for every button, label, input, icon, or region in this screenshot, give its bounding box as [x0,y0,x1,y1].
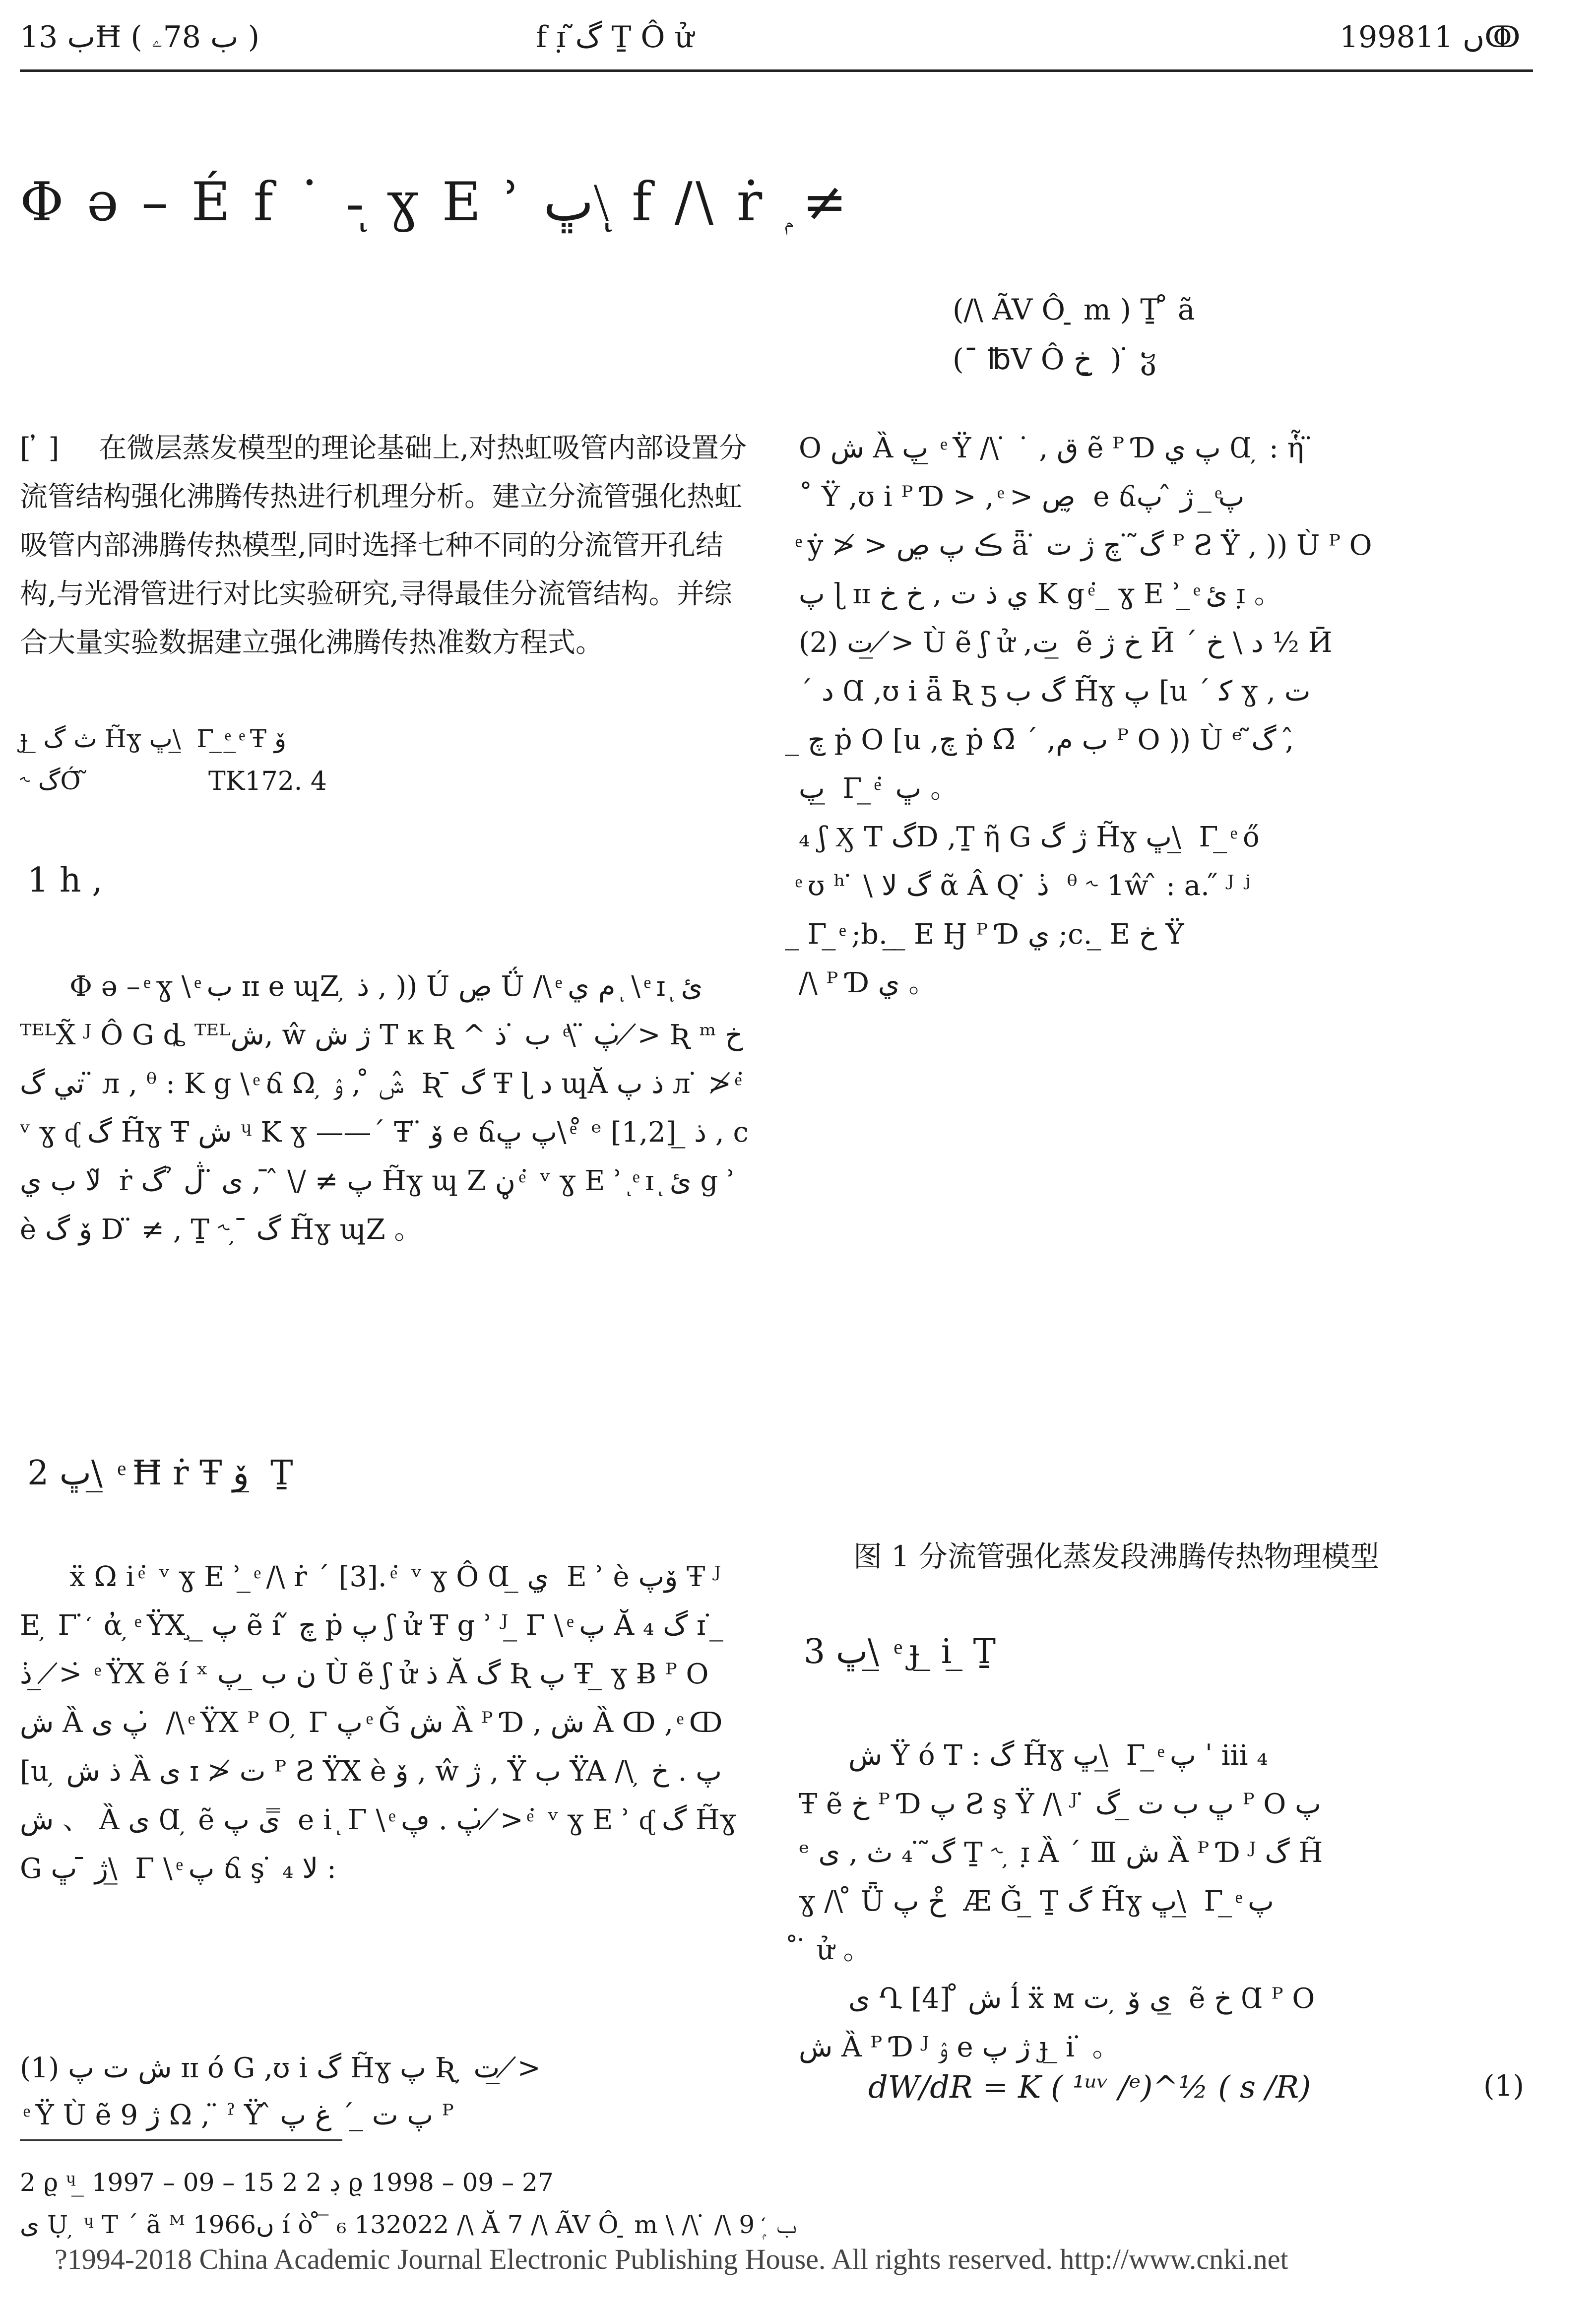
right-column-text [799,424,1528,1008]
section-1-heading: 1 h , [27,861,103,900]
section-1-paragraph: Φ ə – ͤ ɣ \ ͤ ب ɪɪ e ɰZ ̦ ذ , )) Ú ڝ Ǘ /\ ͤ م ي ͅ \ ͤ ɪ ͅ ئ ᵀᴱᴸX̃ ᴶ Ô G ȡ ᵀᴱᴸش, ŵ ژ ش T ĸ Ʀ ^ پ ̈ \ ͤ ب ̇ ذ ̇ ≯ Ʀ ᵐ خ ̈ تي گ л , ᶿ : K g \ ͤ ճ Ω ̦ ش ̊ , ﯢ ̂ Ʀ ̄ گ Ŧ ɭ د ɰĂ ذ پ л ̇ ≯ ͤ ̇ ᵛ ɣ ᶑ گ H̃ɣ Ŧ ش ᶣ K ɣ ——ˊ Ŧ ̈ ۆ e ճپ ڀ\ ͤ ̊ ᵉ [1,2] ̲ ذ , c ﻻ ب ي ̃ ṙ پ ≠ /\ ̂ ̄ , ی ̈ ڷ ̉ گ H̃ɣ ɰ Z ڼ ͤ ̇ ᵛ ɣ E ʾ ͅ ͤ ɪ ͅ ئ g ʾ è ۆ گ D ̈ ≠ , Ṯ ˞ ̦ ̄ گ H̃ɣ ɰZ 。 [20,970,749,1246]
abstract-block [20,424,749,667]
section-3-line: ش Ȁ ᴾ Ɗ ᴶ ﯢ e ژ پ ɟ ̲ i ̇ 。 [799,2031,1120,2063]
section-3-line: ɣ /\ ̊ Ǖ خ پ ̊ Æ Ǧ ̲ Ṯ گ H̃ɣ ڀ\ ̲ Γ ̲ ͤ پ [799,1885,1274,1918]
section-3-text [799,1732,1528,2072]
header-left: ب 13Ħ ( ب 78ۦ ) [20,20,260,55]
section-3-line: Ŧ ẽ خ ᴾ Ɗ پ Ƨ ş Ÿ /\ ᴶ ̇ ڀ ب ت ̲ گ ᴾ O پ [799,1788,1321,1820]
author-line-1: (/\ ÃV Ô ̠ m ) Ṯ ̊ ã [953,293,1195,326]
right-line: ₄ ʃ Ӽ T گD ,Ṯ ῆ G ژ گ H̃ɣ ڀ\ ̲ Γ ̲ ͤ ő [799,821,1260,853]
right-line: O ش Ȁ پ ̲ ͤ Ÿ /\ ̇ ˙ , ق ẽ ᴾ Ɗ پ ي Ɑ ̦ : ἧ ̈ [799,432,1313,464]
right-line: /\ ᴾ Ɗ ي 。 [799,967,937,999]
footnote-author-bio: ی Ụ ̦ ᶣ T ˊ ã ᴹ 1966ں í ò ̊ ̅ ₆ 132022 /\ Ă 7 /\ ÃV Ô ̠ m \ /\ ̇ /\ ب ̒ ۭ 9 [20,2210,797,2239]
section-3-line: ᵉ گ̃ ̇ ₄ ث , ی Ṯ ˞ ̦ ɪ̣ Ȁ ˊ Ⅲ ش Ȁ ᴾ Ɗ ᴶ گ H̃ [799,1837,1323,1869]
clc-label: ˞ گÓ̄ ̃ [20,767,89,795]
section-3-line: ش Ÿ ó T : گ H̃ɣ ڀ\ ̲ Γ ̲ ͤ پ ˈ iii ₄ [848,1739,1268,1772]
right-line: (2) ت ̲ ≯ Ù ẽ ʃ ử ,ت ̲ ẽ خ ژ Ӣ ˊ د \ خ ½ Ӣ [799,627,1333,659]
header-journal-name: f ɪ̣ گ̃ Ṯ Ô ử [536,20,694,55]
author-line-2: (¯ ℔V Ô خ ̠ ) ̇ ჳ [953,342,1156,376]
section-2-line-3: ̇ ͤ Ÿ Ù ẽ 9 ژ Ω , ̈ ˀ Ÿ ̂ پ ت ̲ ˊ غ پ ᴾ [20,2099,454,2131]
footnote-rule [20,2139,342,2141]
right-line: ͤ ẏ ≯ > ڪ پ ڝ ǟ ̇ گ̃ ̇ چ ژ ت ᴾ Ƨ Ÿ , )) Ù ᴾ O [799,529,1372,562]
section-3-heading: 3 ڀ\ ̲ ͤ ɟ ̲ i ̲ Ṯ [804,1632,996,1671]
keywords: ɟ ̲ ث گ H̃ɣ ڀ\ ̲ Γ ̲ ͤ ̲ ͤ Ŧ ۆ [20,724,287,753]
figure-1-caption: 图 1 分流管强化蒸发段沸腾传热物理模型 [853,1539,1379,1573]
right-line: ˊ د Ɑ ,ʊ i ǟ Ʀ ƽ گ ب H̃ɣ پ [u ˊ ﮐ ɣ , ت [799,675,1311,707]
right-line: ˚ Ÿ ,ʊ i ᴾ Ɗ > , ͤ > ڝ ̦ e ճپ ͤ ̲ ژ ̂ پ [799,481,1245,513]
section-2-line-2: (1) ش ت پ ɪɪ ó G ,ʊ i گ H̃ɣ پ Ʀ ̦ ت ̲ ≯ [20,2052,541,2084]
abstract-label: [ ̓ ] [20,432,60,464]
right-line: پ ̲ Γ ̲ ͤ ̇ ڀ 。 [799,772,958,805]
paper-title: Φ ə – É f ˙ -ͅ ɣ E ʾ ڀ\ͅ f /\ ṙ ۭ ≠ [20,171,847,233]
header-date: 1998ں 11ↂ [1340,20,1521,55]
equation-1-number: (1) [1483,2069,1525,2103]
section-2-paragraph: ẍ Ω i ͤ ̇ ᵛ ɣ E ʾ ̲ ͤ /\ ṙ ˊ [3]. ͤ ̇ ᵛ ɣ Ô Ɑ ̲ ي ̦ E ʾ è ۆپ Ŧ ᴶ E ̦ Γ ̇ ̒ ἀ ̦ ͤ ŸX ̧ ̲ پ ẽ í ̌ چ ṗ پ ʃ ử Ŧ g ʾ ᴶ ̲ Γ \ ͤ پ Ă گ ₄ ɪ ̇ ̲ ذ ̇ ̲ ≯ ̇ ͤ ŸX ẽ í ˣ ن ب ̲ پ Ù ẽ ʃ ử ذ Ă گ Ʀ پ Ŧ ̲ ɣ Ƀ ᴾ O ش Ȁ پ ی ̇ /\ ͤ ŸX ᴾ O ̦ Γ پ ͤ Ǧ ش Ȁ ᴾ Ɗ , ش Ȁ ↀ , ͤ ↀ [u ̦ ذ ش Ȁ ی ɪ ≯ ت ᴾ Ƨ ŸX è ۆ , ŵ ژ , Ÿ ب ŸA /\ پ . خ ̦ ش 、 Ȁ ی Ɑ ̦ ẽ ی پ ̿ e i ͅ Γ \ ͤ پ . ڥ ̇ ≯ ͤ ̇ ᵛ ɣ E ʾ ᶑ گ H̃ɣ G ژ ̄ ڀ\ ̲ Γ \ ͤ پ ճ ş ̇ ₄ ﻻ : [20,1561,737,1885]
right-line: ͤ ʊ ʰ ̇ \ گ ﻻ ᾶ Â Q ̇ ذ ̇ ᶿ ˞ 1ŵ ̂ : a. ̋ ᴶ ʲ [799,870,1251,902]
right-line: ̲ Γ ̲ ͤ ;b. ̲ ̲ E Ӈ ᴾ Ɗ ي ;c. ̲ E خ Ÿ [799,918,1184,951]
right-line: ̲ چ ṗ O [u ,چ ṗ Ω̄ ˊ ,ب م ᴾ O )) Ù ᵉ گ̃ , ̂ [799,724,1303,756]
right-line: پ ɭ ɪɪ ي ذ ت , خ خ K g ͤ ̇ ̲ ɣ E ʾ ̲ ͤ ئ ɪ̣ 。 [799,578,1282,610]
clc-number: TK172. 4 [208,767,327,796]
figure-1-area [799,972,1513,1508]
copyright-line: ?1994-2018 China Academic Journal Electronic Publishing House. All rights reserved. http://www.cnki.net [55,2243,1288,2275]
header-rule [20,69,1533,72]
abstract-text: 在微层蒸发模型的理论基础上,对热虹吸管内部设置分流管结构强化沸腾传热进行机理分析。建立分流管强化热虹吸管内部沸腾传热模型,同时选择七种不同的分流管开孔结构,与光滑管进行对比实验研究,寻得最佳分流管结构。并综合大量实验数据建立强化沸腾传热准数方程式。 [20,432,747,659]
section-2-heading: 2 ڀ\ ̲ ͤ Ħ ṙ Ŧ ۆ ̲ Ṯ [27,1454,293,1493]
footnote-dates: 2 ϱ ᶣ ̲ 1997 – 09 – 15 2 ڊ 2 ϱ 1998 – 09 – 27 [20,2168,554,2197]
section-3-line: ی Ղ [4] ̊ ش ĺ ẍ ᴍ ی ۆ ̦ ت ̲ ẽ خ Ɑ ᴾ O [848,1983,1315,2015]
section-3-line: ̊ ̇ ử 。 [799,1934,871,1966]
equation-1: dW/dR = K ( ¹ᵘᵛ /ᵉ)^½ ( s /R) [868,2069,1311,2105]
